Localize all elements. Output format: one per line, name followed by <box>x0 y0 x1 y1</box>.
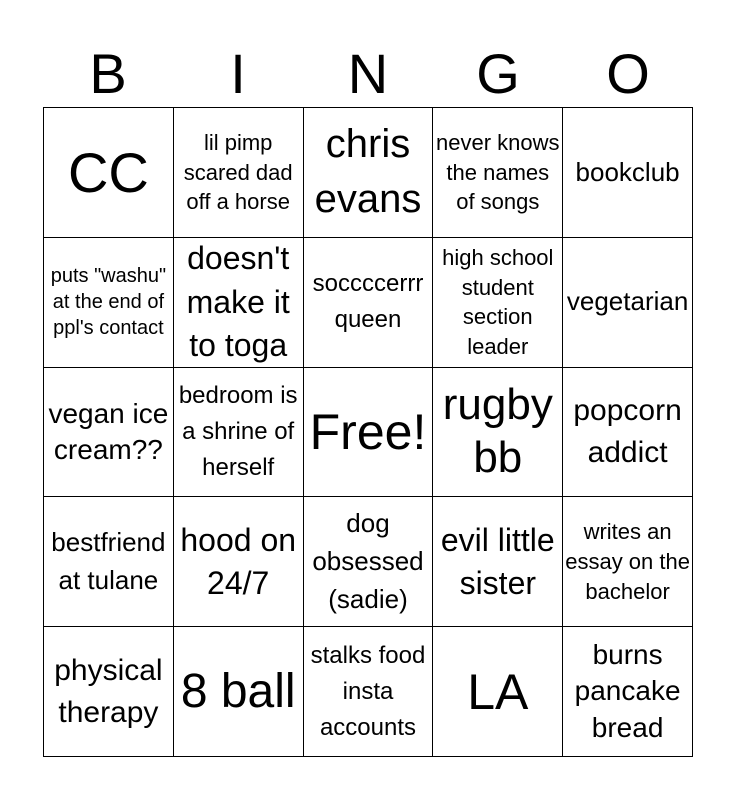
cell-text: 8 ball <box>180 664 296 718</box>
bingo-cell[interactable] <box>563 627 693 757</box>
bingo-cell[interactable] <box>44 627 174 757</box>
cell-text: high school student section leader <box>442 244 554 359</box>
bingo-cell[interactable] <box>174 238 304 368</box>
bingo-cell[interactable] <box>433 497 563 627</box>
bingo-cell[interactable] <box>44 497 174 627</box>
header-letter-i: I <box>230 42 246 105</box>
bingo-cell[interactable] <box>433 368 563 498</box>
cell-text: bestfriend at tulane <box>51 527 166 595</box>
bingo-cell[interactable] <box>44 368 174 498</box>
bingo-cell[interactable] <box>563 368 693 498</box>
bingo-cell[interactable] <box>44 108 174 238</box>
header-letter-b: B <box>89 42 127 105</box>
bingo-cell[interactable] <box>433 238 563 368</box>
cell-text: doesn't make it to toga <box>186 240 290 363</box>
free-space[interactable] <box>304 368 434 498</box>
cell-text: writes an essay on the bachelor <box>565 519 690 604</box>
bingo-cell[interactable] <box>174 627 304 757</box>
cell-text: dog obsessed (sadie) <box>312 508 424 614</box>
bingo-cell[interactable] <box>563 497 693 627</box>
bingo-cell[interactable] <box>304 627 434 757</box>
cell-text: soccccerrr queen <box>312 270 424 334</box>
bingo-cell[interactable] <box>304 108 434 238</box>
cell-text: rugby bb <box>442 380 553 482</box>
cell-text: bookclub <box>575 156 680 187</box>
cell-text: lil pimp scared dad off a horse <box>183 129 293 215</box>
bingo-cell[interactable] <box>174 497 304 627</box>
bingo-cell[interactable] <box>433 108 563 238</box>
cell-text: LA <box>467 663 529 720</box>
header-letter-g: G <box>476 42 520 105</box>
cell-text: stalks food insta accounts <box>310 641 426 741</box>
bingo-cell[interactable] <box>174 368 304 498</box>
cell-text: chris evans <box>314 122 422 222</box>
bingo-cell[interactable] <box>174 108 304 238</box>
bingo-cell[interactable] <box>563 108 693 238</box>
header-letter-n: N <box>347 42 389 105</box>
bingo-header <box>43 40 693 108</box>
cell-text: evil little sister <box>440 521 555 601</box>
cell-text: popcorn addict <box>573 393 682 469</box>
bingo-cell[interactable] <box>304 497 434 627</box>
bingo-cell[interactable] <box>44 238 174 368</box>
bingo-cell[interactable] <box>304 238 434 368</box>
cell-text: never knows the names of songs <box>436 129 560 215</box>
cell-text: burns pancake bread <box>574 639 681 743</box>
cell-text: bedroom is a shrine of herself <box>178 381 298 481</box>
cell-text: vegan ice cream?? <box>48 397 169 465</box>
cell-text: vegetarian <box>566 286 689 317</box>
cell-text: CC <box>67 140 149 204</box>
bingo-card <box>43 107 693 757</box>
cell-text: physical therapy <box>54 653 163 729</box>
free-space-text: Free! <box>309 403 427 460</box>
cell-text: puts "washu" at the end of ppl's contact <box>50 265 167 340</box>
bingo-cell[interactable] <box>563 238 693 368</box>
header-letter-o: O <box>606 42 650 105</box>
bingo-cell[interactable] <box>433 627 563 757</box>
cell-text: hood on 24/7 <box>180 521 297 601</box>
